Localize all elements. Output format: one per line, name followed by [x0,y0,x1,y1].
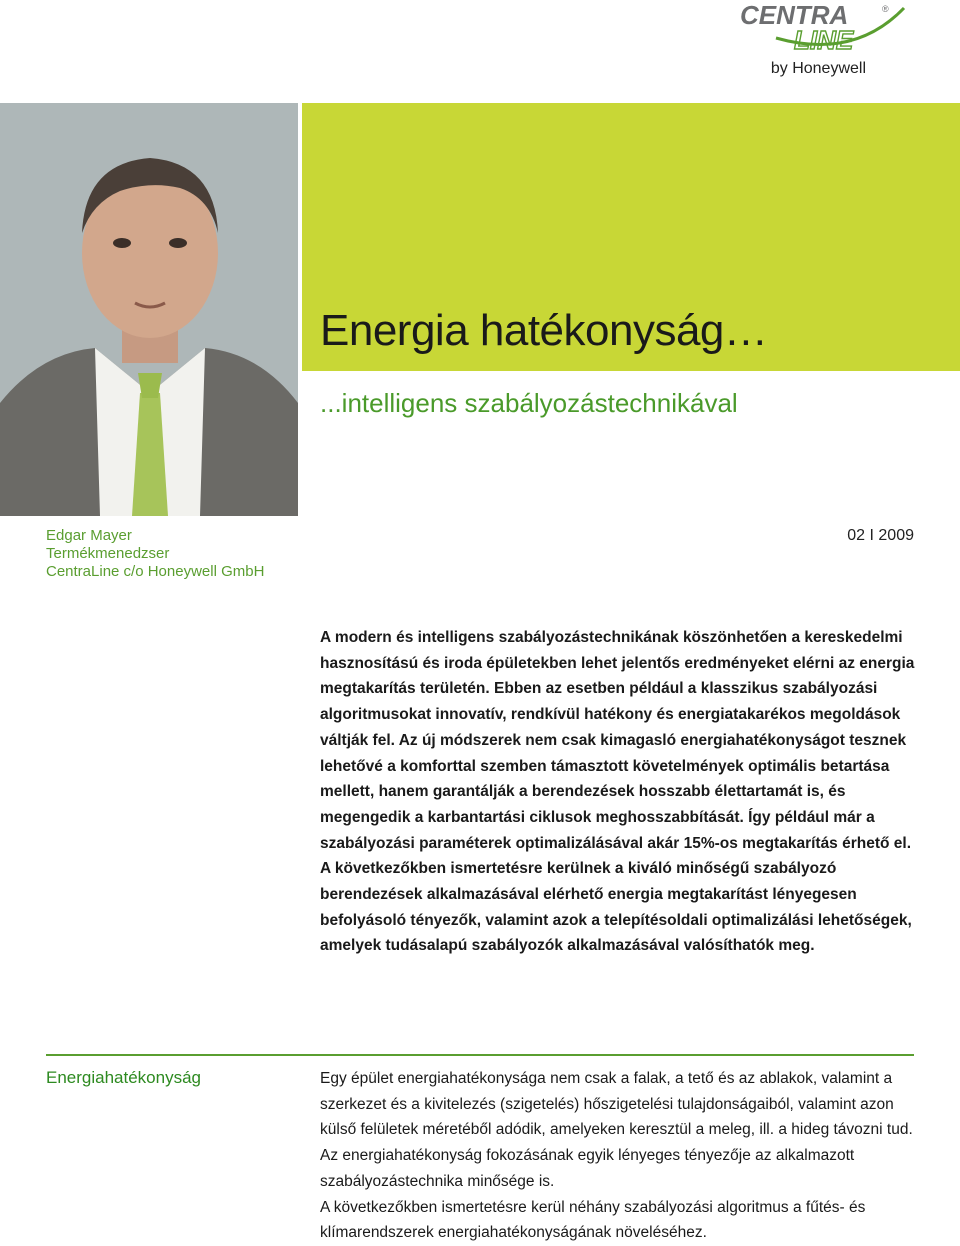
intro-paragraph: A modern és intelligens szabályozástechnikának köszönhetően a kereskedelmi hasznosítású és iroda épületekben lehet jelentős eredményeket elérni az energia megtakarítás területén. Ebben az esetben például a klasszikus szabályozási algoritmusokat innovatív, rendkívül hatékony és energiatakarékos megoldások váltják fel. Az új módszerek nem csak kimagasló energiahatékonyságot tesznek lehetővé a komforttal szemben támasztott követelmények optimális betartása mellett, hanem garantálják a berendezések hosszabb élettartamát is, és megengedik a karbantartási ciklusok meghosszabbítását. Így például már a szabályozási paraméterek optimalizálásával akár 15%-os megtakarítás érhető el. A következőkben ismertetésre kerülnek a kiváló minőségű szabályozó berendezések alkalmazásával elérhető energia megtakarítást lényegesen befolyásoló tényezők, valamint azok a telepítésoldali optimalizálási lehetőségek, amelyek tudásalapú szabályozók alkalmazásával valósíthatók meg. [320,629,915,955]
logo-word-line: LINE [794,25,854,55]
author-company: CentraLine c/o Honeywell GmbH [46,563,265,580]
issue-number: 02 I 2009 [847,527,914,544]
section-paragraph-1: Egy épület energiahatékonysága nem csak a falak, a tető és az ablakok, valamint a szerkezet és a kivitelezés (szigetelés) hőszigetelési tulajdonságaiból, valamint azon külső felületek méretéből adódik, amelyeken keresztül a meleg, ill. a hideg távozni tud. Az energiahatékonyság fokozásának egyik lényeges tényezője az alkalmazott szabályozástechnika minősége is. [320,1070,913,1190]
section-divider [46,1054,914,1056]
page-title: Energia hatékonyság… [320,306,768,355]
logo-registered-mark: ® [882,4,889,14]
author-info [46,527,264,581]
author-role: Termékmenedzser [46,545,170,562]
logo-word-centra: CENTRA [740,2,849,30]
section-paragraph-2: A következőkben ismertetésre kerül néhány szabályozási algoritmus a fűtés- és klímarendszerek energiahatékonyságának növeléséhez. [320,1198,866,1242]
author-portrait [0,103,298,516]
page-subtitle: ...intelligens szabályozástechnikával [320,388,738,418]
logo-byline: by Honeywell [770,60,866,77]
author-name: Edgar Mayer [46,527,132,544]
section-body [320,1066,920,1246]
section-heading: Energiahatékonyság [46,1068,202,1087]
